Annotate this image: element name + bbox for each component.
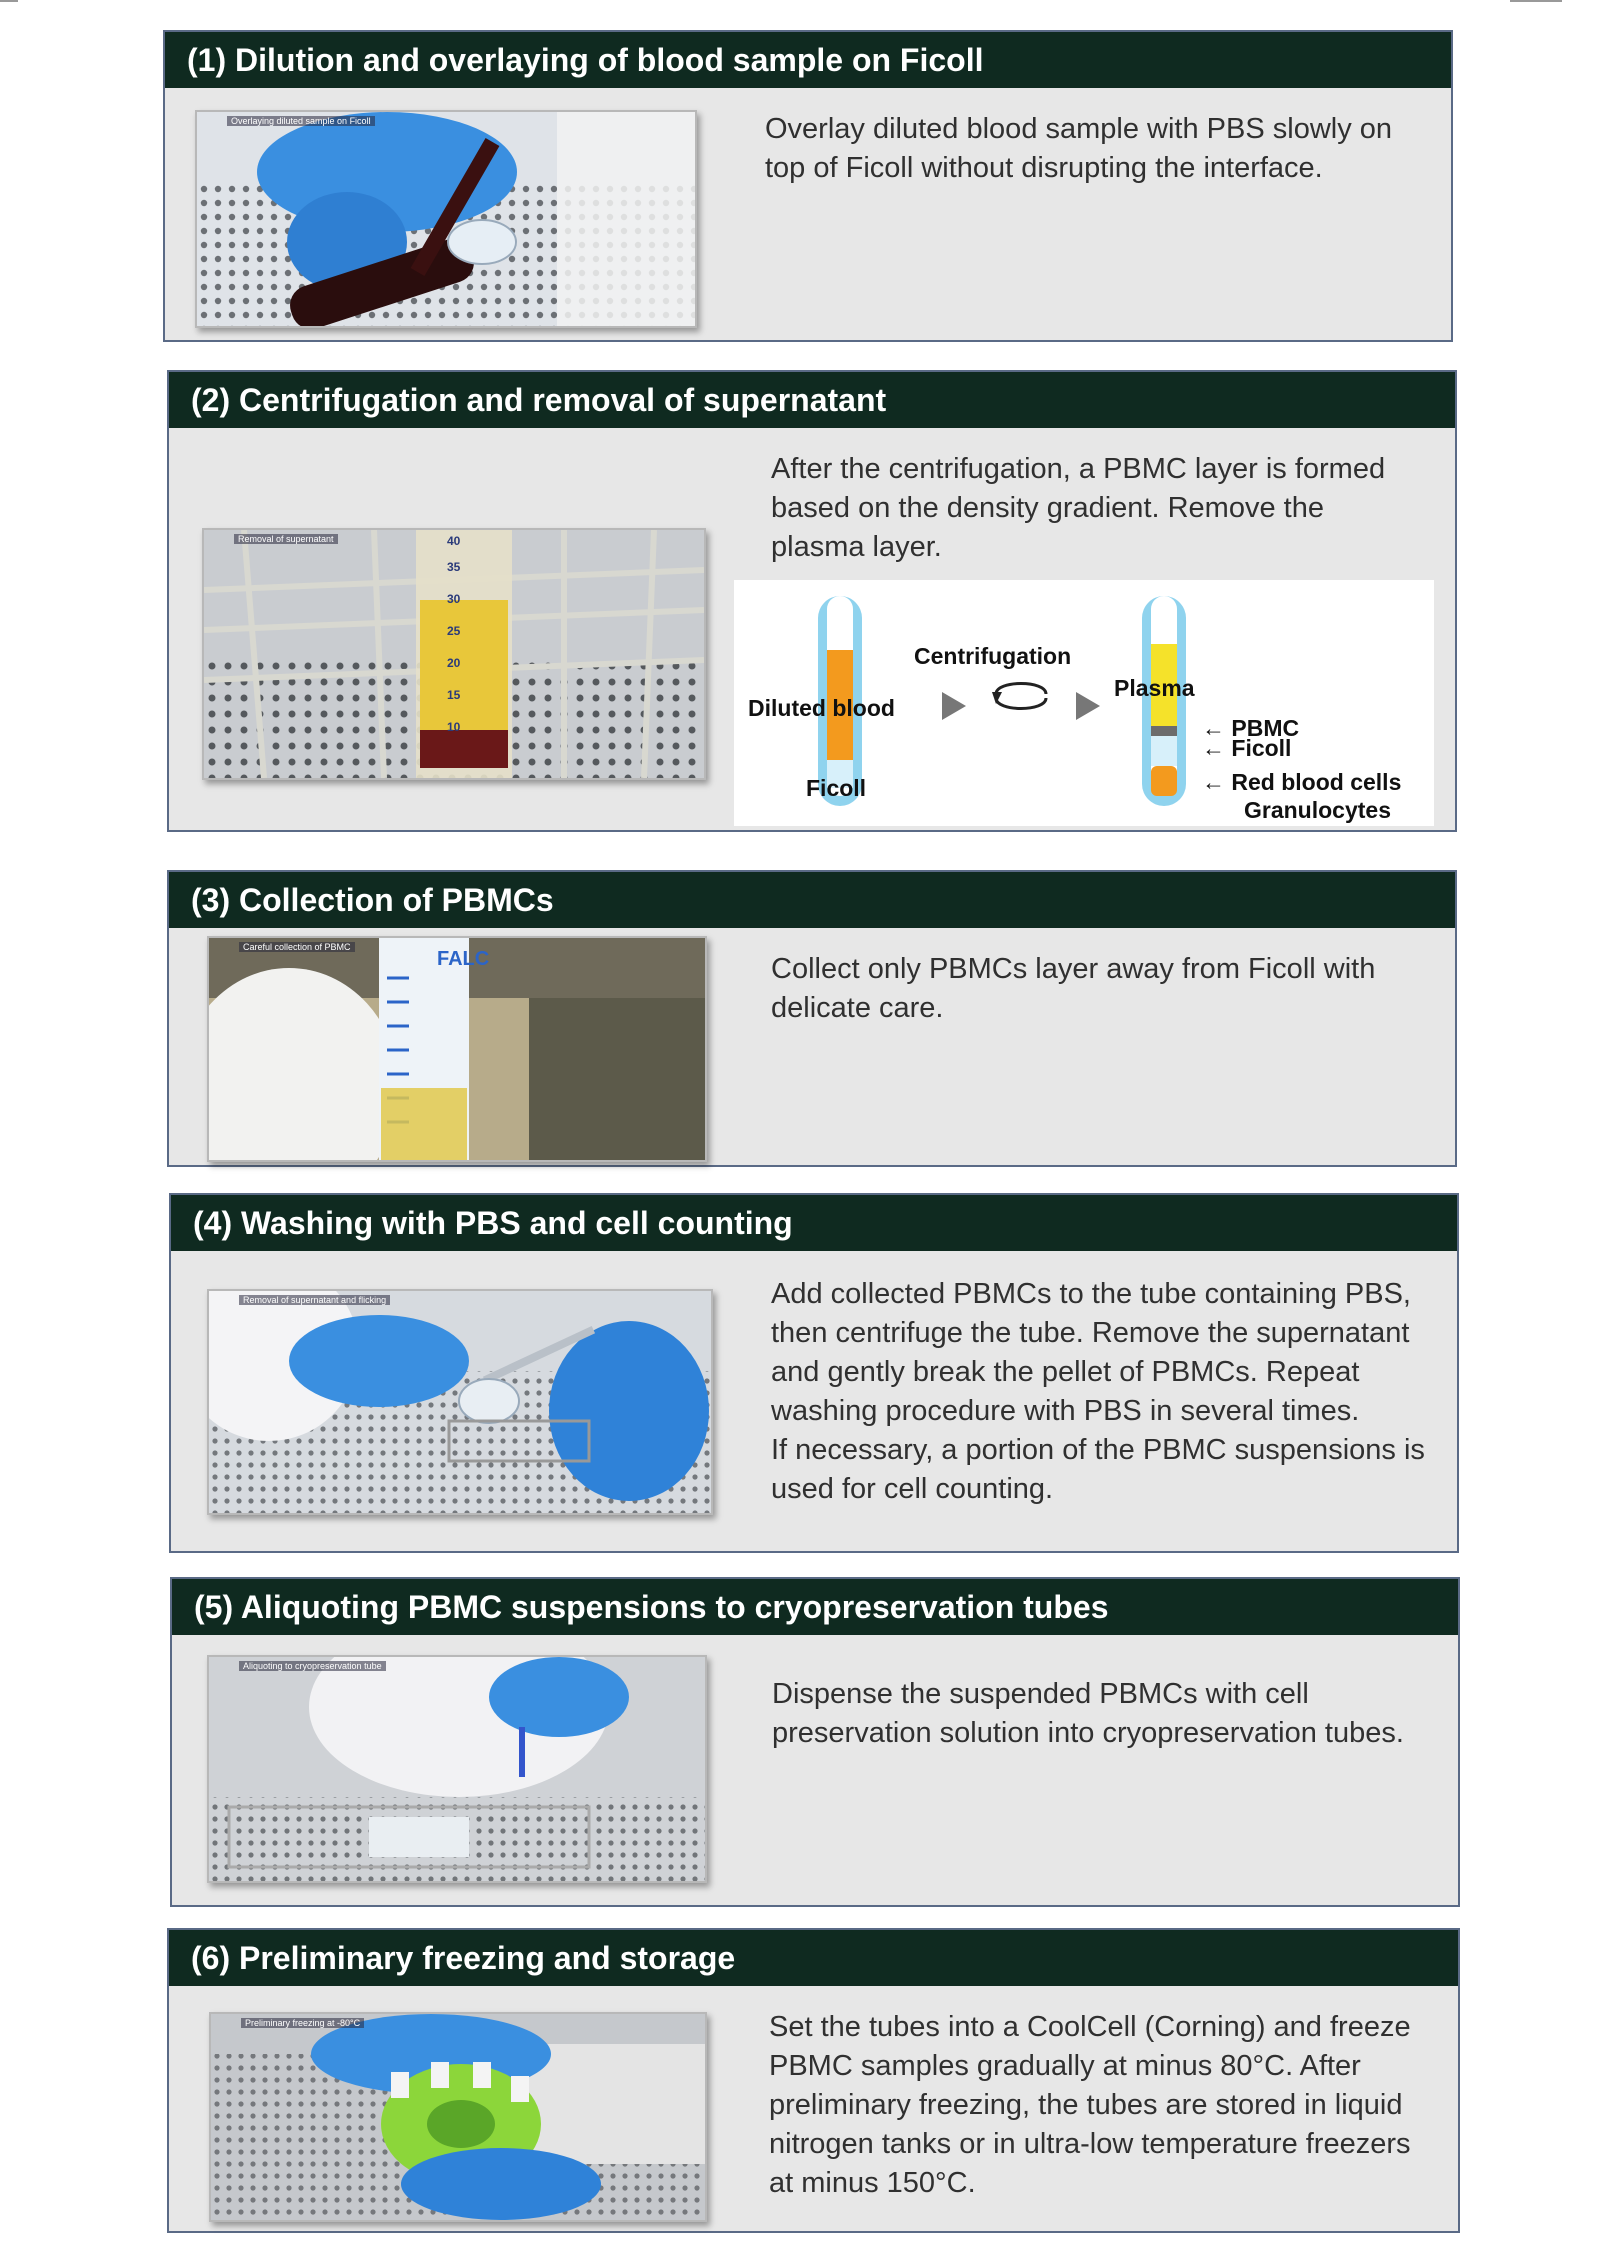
step-4-description xyxy=(771,1275,1431,1509)
step-2-photo xyxy=(202,528,706,780)
step-4-panel xyxy=(169,1193,1459,1553)
step-3-title: (3) Collection of PBMCs xyxy=(169,872,1455,928)
step-5-photo xyxy=(207,1655,707,1883)
step-5-description xyxy=(772,1675,1432,1753)
diagram-label-granulocytes: Granulocytes xyxy=(1244,797,1391,823)
diagram-label-ficoll: Ficoll xyxy=(806,775,867,801)
step-5-panel xyxy=(170,1577,1460,1907)
after-tube-icon xyxy=(1142,596,1186,806)
step-6-description-text: Set the tubes into a CoolCell (Corning) and freeze PBMC samples gradually at minus 80°C. After preliminary freezing, the tubes are stored in liquid nitrogen tanks or in ultra-low temperature freezers at minus 150°C. xyxy=(769,2011,1411,2199)
washing-image xyxy=(209,1291,711,1513)
step-5-description-text: Dispense the suspended PBMCs with cell preservation solution into cryopreservation tubes. xyxy=(772,1678,1404,1749)
step-4-photo-caption: Removal of supernatant and flicking xyxy=(239,1295,390,1305)
aliquoting-image xyxy=(209,1657,705,1881)
step-4-title: (4) Washing with PBS and cell counting xyxy=(171,1195,1457,1251)
overlay-pipette-image xyxy=(197,112,695,326)
corner-mark-left xyxy=(0,0,18,2)
tube-scale-tick: 10 xyxy=(447,720,461,734)
arrow-right-icon-2 xyxy=(1076,692,1100,720)
diagram-label-plasma: Plasma xyxy=(1114,675,1195,701)
tube-scale-tick: 30 xyxy=(447,592,461,606)
step-1-description-text: Overlay diluted blood sample with PBS slowly on top of Ficoll without disrupting the interface. xyxy=(765,113,1393,184)
step-3-photo-caption: Careful collection of PBMC xyxy=(239,942,355,952)
step-4-photo xyxy=(207,1289,713,1515)
step-3-panel xyxy=(167,870,1457,1167)
step-2-description xyxy=(771,450,1411,567)
tube-scale-tick: 15 xyxy=(447,688,461,702)
tube-scale-tick: 20 xyxy=(447,656,461,670)
step-3-description-text: Collect only PBMCs layer away from Ficoll with delicate care. xyxy=(771,953,1376,1024)
step-4-description-text-2: If necessary, a portion of the PBMC suspensions is used for cell counting. xyxy=(771,1434,1425,1505)
step-6-photo-caption: Preliminary freezing at -80°C xyxy=(241,2018,364,2028)
step-1-title: (1) Dilution and overlaying of blood sample on Ficoll xyxy=(165,32,1451,88)
step-6-title: (6) Preliminary freezing and storage xyxy=(169,1930,1458,1986)
step-6-panel xyxy=(167,1928,1460,2233)
arrow-right-icon xyxy=(942,692,966,720)
step-6-description xyxy=(769,2008,1429,2203)
tube-scale-tick: 25 xyxy=(447,624,461,638)
diagram-label-red-blood-cells: ← Red blood cells xyxy=(1202,769,1402,795)
diagram-label-diluted-blood: Diluted blood xyxy=(748,695,895,721)
centrifugation-diagram-svg xyxy=(734,580,1434,826)
step-1-panel xyxy=(163,30,1453,342)
step-2-photo-caption: Removal of supernatant xyxy=(234,534,338,544)
diagram-label-ficoll-right: ← Ficoll xyxy=(1202,735,1292,761)
tube-scale-tick: 40 xyxy=(447,534,461,548)
step-2-title: (2) Centrifugation and removal of supernatant xyxy=(169,372,1455,428)
step-5-photo-caption: Aliquoting to cryopreservation tube xyxy=(239,1661,386,1671)
step-3-description xyxy=(771,950,1411,1028)
pbmc-collection-image xyxy=(209,938,705,1160)
step-2-panel xyxy=(167,370,1457,832)
step-4-description-text-1: Add collected PBMCs to the tube containing PBS, then centrifuge the tube. Remove the supernatant and gently break the pellet of PBMCs. Repeat washing procedure with PBS in several times. xyxy=(771,1278,1411,1427)
centrifugation-diagram xyxy=(734,580,1434,826)
falcon-label: FALC xyxy=(437,948,490,970)
tube-scale-tick: 35 xyxy=(447,560,461,574)
coolcell-freezing-image xyxy=(211,2014,705,2220)
rotate-icon xyxy=(992,684,1046,709)
step-3-photo xyxy=(207,936,707,1162)
diagram-label-pbmc: ← PBMC xyxy=(1202,715,1300,741)
step-5-title: (5) Aliquoting PBMC suspensions to cryopreservation tubes xyxy=(172,1579,1458,1635)
step-2-description-text: After the centrifugation, a PBMC layer is formed based on the density gradient. Remove the plasma layer. xyxy=(771,453,1386,563)
step-1-description xyxy=(765,110,1425,188)
step-1-photo xyxy=(195,110,697,328)
step-6-photo xyxy=(209,2012,707,2222)
corner-mark-right xyxy=(1510,0,1562,2)
step-1-photo-caption: Overlaying diluted sample on Ficoll xyxy=(227,116,375,126)
diagram-label-centrifugation: Centrifugation xyxy=(914,643,1072,669)
